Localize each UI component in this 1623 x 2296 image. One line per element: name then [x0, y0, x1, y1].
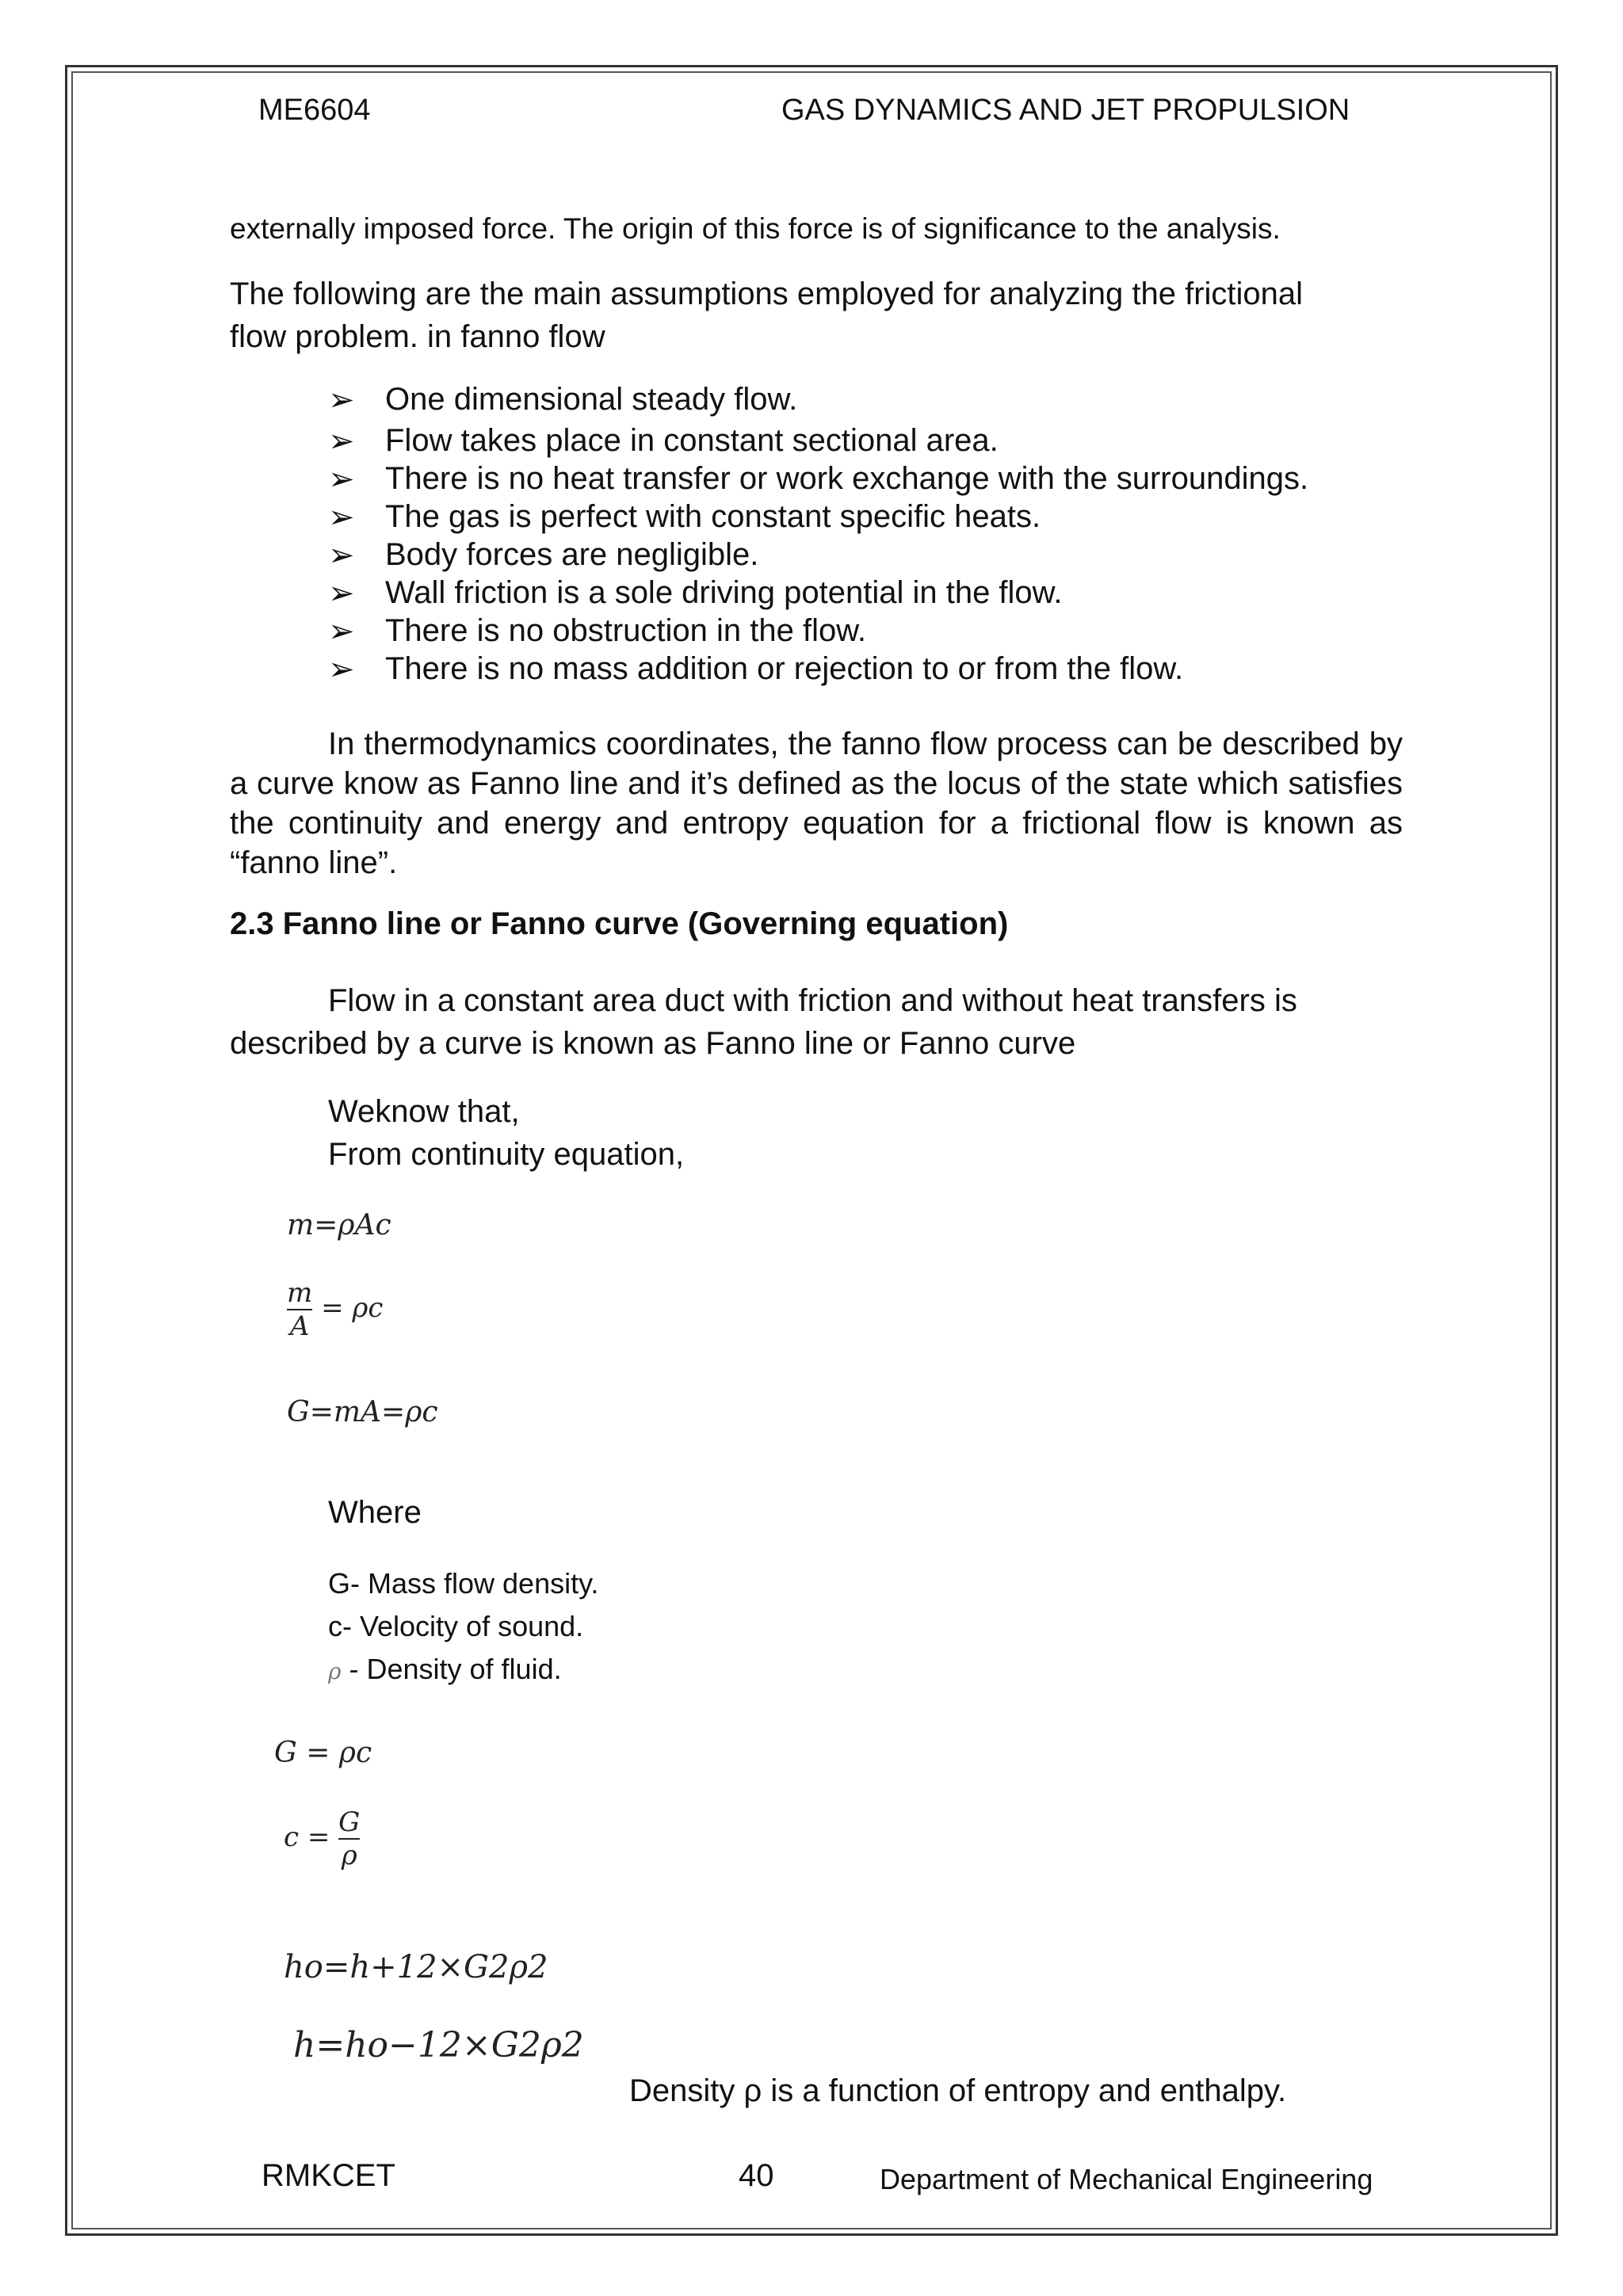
assumption-item: The gas is perfect with constant specific heats. — [385, 499, 1041, 534]
bullet-arrow-icon: ➢ — [328, 652, 355, 687]
equation-mass-flow: m=ρAc — [287, 1209, 391, 1241]
density-note: Density ρ is a function of entropy and enthalpy. — [629, 2073, 1287, 2108]
page-border-inner — [71, 71, 1552, 2229]
assumption-item: There is no obstruction in the flow. — [385, 613, 866, 648]
assumption-item: Flow takes place in constant sectional area. — [385, 423, 999, 458]
footer-institution: RMKCET — [262, 2158, 395, 2193]
assumption-item: There is no mass addition or rejection to or from the flow. — [385, 651, 1184, 686]
equation-mass-flux — [287, 1277, 383, 1342]
bullet-arrow-icon: ➢ — [328, 500, 355, 535]
bullet-arrow-icon: ➢ — [328, 462, 355, 497]
legend-item: c- Velocity of sound. — [328, 1610, 584, 1642]
legend-item-text: - Density of fluid. — [349, 1653, 562, 1685]
page-number: 40 — [739, 2158, 774, 2193]
equation-static-enthalpy: h=ho−12×G2ρ2 — [293, 2025, 584, 2065]
assumption-item: There is no heat transfer or work exchange with the surroundings. — [385, 461, 1309, 496]
bullet-arrow-icon: ➢ — [328, 538, 355, 573]
assumptions-intro: The following are the main assumptions employed for analyzing the frictional — [230, 277, 1304, 311]
where-label: Where — [328, 1495, 422, 1530]
fraction-numerator: G — [338, 1806, 361, 1838]
header-course-title: GAS DYNAMICS AND JET PROPULSION — [781, 93, 1350, 127]
equation-lhs: c = — [284, 1821, 330, 1853]
header-course-code: ME6604 — [258, 93, 371, 127]
section-paragraph: Flow in a constant area duct with friction and without heat transfers is — [328, 983, 1297, 1018]
bullet-arrow-icon: ➢ — [328, 424, 355, 459]
fanno-paragraph — [230, 724, 1403, 883]
assumption-item: One dimensional steady flow. — [385, 382, 798, 417]
body-line: externally imposed force. The origin of this force is of significance to the analysis. — [230, 212, 1281, 245]
fraction-denominator: ρ — [341, 1840, 357, 1871]
fraction-numerator: m — [287, 1277, 313, 1309]
assumption-item: Wall friction is a sole driving potential in the flow. — [385, 575, 1063, 610]
equation-rhs: = ρc — [321, 1292, 384, 1324]
section-paragraph-cont: described by a curve is known as Fanno line or Fanno curve — [230, 1026, 1076, 1061]
fraction — [287, 1277, 312, 1342]
legend-item: G- Mass flow density. — [328, 1567, 599, 1600]
footer-department: Department of Mechanical Engineering — [880, 2163, 1373, 2195]
bullet-arrow-icon: ➢ — [328, 614, 355, 649]
equation-g-rho-c: G = ρc — [274, 1737, 372, 1769]
bullet-arrow-icon: ➢ — [328, 576, 355, 611]
assumptions-intro-cont: flow problem. in fanno flow — [230, 319, 605, 354]
equation-stagnation-enthalpy: ho=h+12×G2ρ2 — [284, 1949, 548, 1985]
rho-symbol: ρ — [328, 1658, 342, 1684]
assumption-item: Body forces are negligible. — [385, 537, 759, 572]
we-know-line: Weknow that, — [328, 1094, 520, 1129]
equation-velocity — [284, 1806, 360, 1871]
bullet-arrow-icon: ➢ — [328, 383, 355, 418]
fraction-denominator: A — [289, 1310, 310, 1342]
section-heading: 2.3 Fanno line or Fanno curve (Governing equation) — [230, 906, 1009, 941]
fraction — [338, 1806, 360, 1871]
fanno-paragraph-text: In thermodynamics coordinates, the fanno flow process can be described by a curve know as Fanno line and it’s defined as the locus of the state which satisfies the continuity and energy and entropy equation for a frictional flow is known as “fanno line”. — [230, 727, 1403, 880]
equation-mass-flow-density: G=mA=ρc — [287, 1396, 438, 1428]
continuity-line: From continuity equation, — [328, 1137, 685, 1172]
legend-item-rho — [328, 1653, 562, 1686]
